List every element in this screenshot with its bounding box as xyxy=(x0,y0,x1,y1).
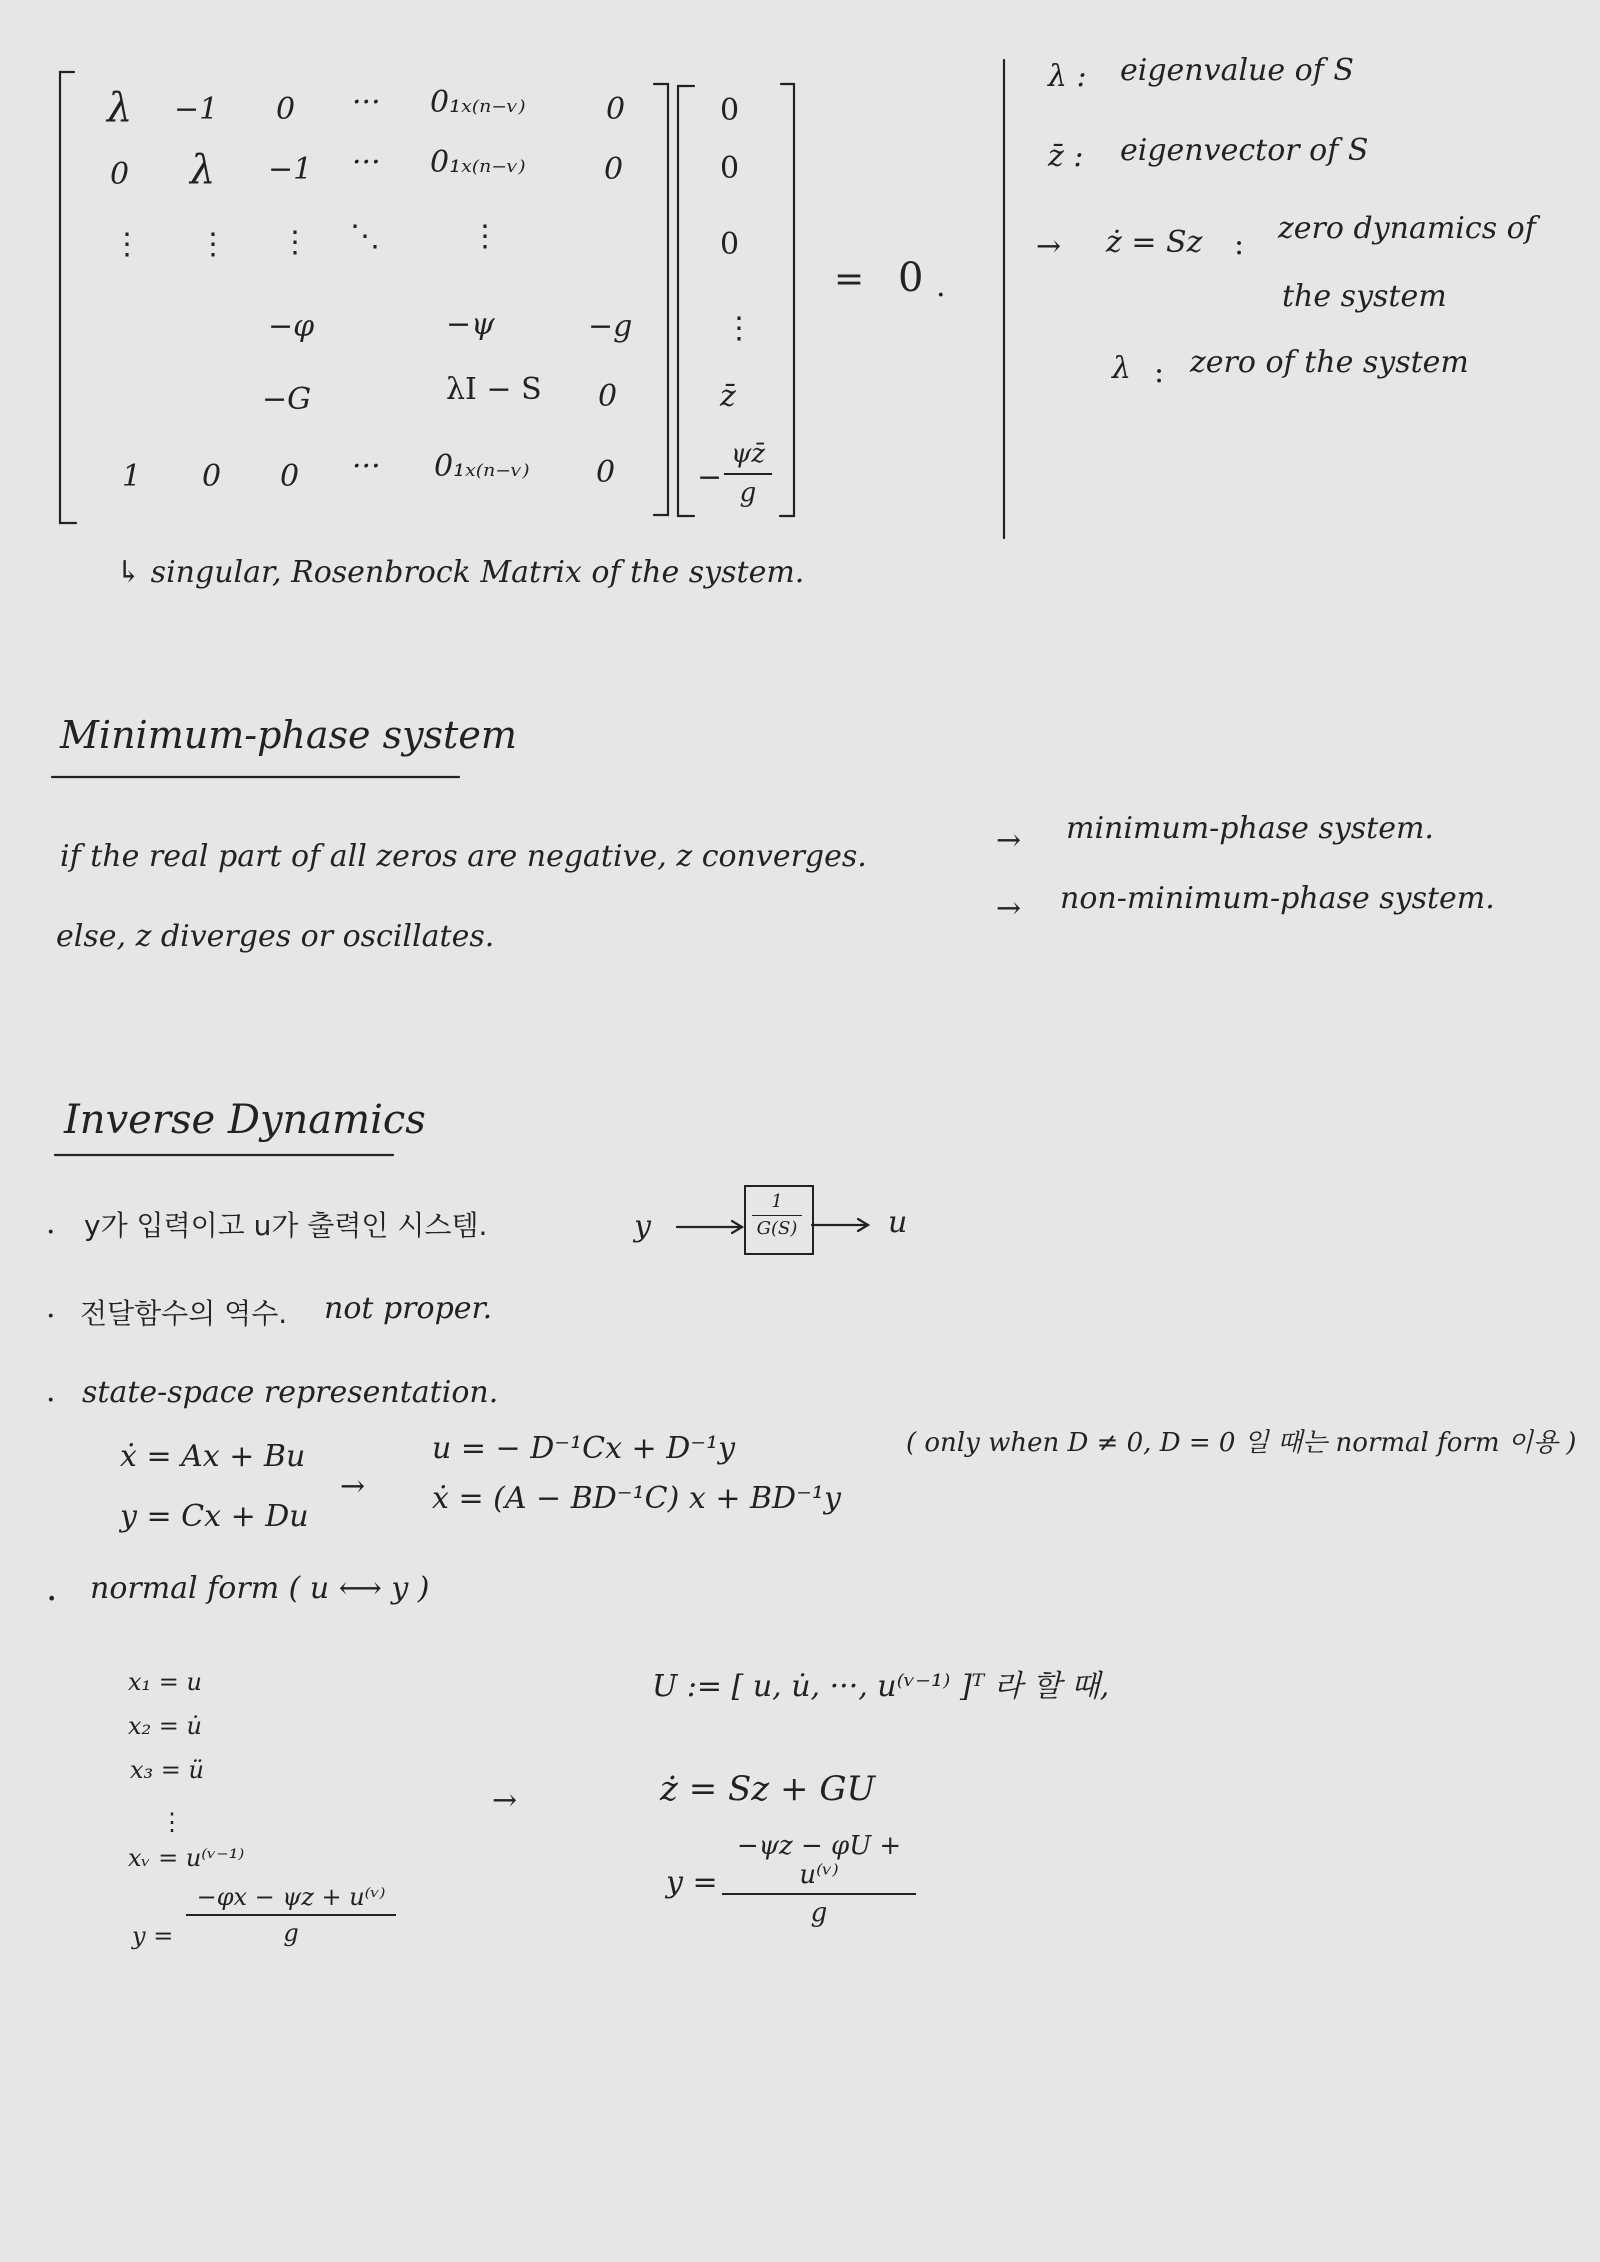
matrix-cell: ··· xyxy=(352,145,381,180)
bullet: · xyxy=(46,1383,56,1418)
section-title-inverse-dynamics: Inverse Dynamics xyxy=(64,1097,426,1143)
zero-dynamics-text-2: the system xyxy=(1282,279,1447,314)
vector-fraction-num: ψz̄ xyxy=(730,439,766,469)
matrix-cell: −1 xyxy=(174,92,219,127)
U-definition: U := [ u, u̇, ···, u⁽ᵛ⁻¹⁾ ]ᵀ 라 할 때, xyxy=(652,1669,1110,1704)
block-input: y xyxy=(634,1209,651,1244)
vector-fraction xyxy=(724,440,772,507)
matrix-cell: ··· xyxy=(352,85,381,120)
fraction-bar xyxy=(186,1914,396,1916)
matrix-cell: 1 xyxy=(122,459,142,494)
output-lhs: y = xyxy=(666,1865,718,1900)
matrix-cell: 0 xyxy=(202,459,222,494)
implies-arrow: → xyxy=(996,891,1022,926)
lambda-definition: eigenvalue of S xyxy=(1120,53,1354,88)
output-num: −ψz − φU + u⁽ᵛ⁾ xyxy=(736,1831,902,1890)
inverse-bullet-2: 전달함수의 역수. xyxy=(80,1297,288,1330)
inverse-state-equation: ẋ = (A − BD⁻¹C) x + BD⁻¹y xyxy=(432,1481,841,1516)
non-min-phase-result: non-minimum-phase system. xyxy=(1060,881,1495,916)
implies-arrow: → xyxy=(492,1783,518,1818)
lambda-zero-text: zero of the system xyxy=(1190,345,1469,380)
vector-entry: 0 xyxy=(720,151,740,186)
state-equation: ẋ = Ax + Bu xyxy=(120,1439,306,1474)
implies-arrow: → xyxy=(996,823,1022,858)
matrix-cell: −G xyxy=(262,382,312,417)
matrix-cell: −ψ xyxy=(446,307,495,342)
normal-form-y-lhs: y = xyxy=(132,1922,174,1950)
matrix-cell: ⋮ xyxy=(112,227,142,262)
zero-dynamics-equation: ż = Sz xyxy=(1106,225,1203,260)
min-phase-else: else, z diverges or oscillates. xyxy=(56,919,495,954)
matrix-cell: 0 xyxy=(598,379,618,414)
normal-form-y-num: −φx − ψz + u⁽ᵛ⁾ xyxy=(196,1883,386,1911)
normal-form-y-den: g xyxy=(283,1919,299,1948)
zero-dynamics-text: zero dynamics of xyxy=(1278,211,1536,246)
normal-form-state: x₂ = u̇ xyxy=(128,1712,202,1740)
zero-rhs: 0 xyxy=(898,255,924,301)
lambda-label: λ : xyxy=(1048,59,1087,94)
zero-rhs-dot: . xyxy=(936,269,946,304)
colon: : xyxy=(1154,355,1165,390)
not-proper: not proper. xyxy=(324,1291,493,1326)
matrix-cell: 0₁ₓ₍ₙ₋ᵥ₎ xyxy=(430,145,526,180)
invertibility-note: ( only when D ≠ 0, D = 0 일 때는 normal form 이용 ) xyxy=(906,1428,1577,1458)
output-den: g xyxy=(810,1898,828,1929)
fraction-bar xyxy=(752,1215,802,1216)
normal-form-state: x₁ = u xyxy=(128,1668,202,1696)
block-output: u xyxy=(888,1205,908,1240)
bullet: · xyxy=(46,1215,56,1250)
matrix-cell: ⋮ xyxy=(198,227,228,262)
matrix-cell: ⋮ xyxy=(470,219,500,254)
bullet: · xyxy=(46,1299,56,1334)
min-phase-condition: if the real part of all zeros are negative, z converges. xyxy=(60,839,867,874)
min-phase-result: minimum-phase system. xyxy=(1066,811,1434,846)
transfer-den: G(S) xyxy=(756,1217,798,1239)
matrix-cell: 0 xyxy=(604,152,624,187)
normal-form-state: xᵥ = u⁽ᵛ⁻¹⁾ xyxy=(128,1844,245,1872)
matrix-cell: λ xyxy=(107,85,133,131)
normal-form-ellipsis: ⋮ xyxy=(160,1808,184,1836)
normal-form-state: x₃ = ü xyxy=(130,1756,204,1784)
output-fraction xyxy=(722,1832,916,1928)
zero-dynamics-input-equation: ż = Sz + GU xyxy=(660,1769,876,1809)
matrix-cell: 0 xyxy=(606,92,626,127)
fraction-bar xyxy=(724,473,772,475)
bullet: · xyxy=(46,1579,58,1620)
matrix-cell: ··· xyxy=(352,449,381,484)
inverse-bullet-4: normal form ( u ⟷ y ) xyxy=(90,1571,430,1606)
inverse-input-equation: u = − D⁻¹Cx + D⁻¹y xyxy=(432,1431,736,1466)
matrix-cell: 0 xyxy=(596,455,616,490)
vector-entry: ⋮ xyxy=(724,311,754,346)
vector-fraction-den: g xyxy=(739,477,757,508)
inverse-bullet-1: y가 입력이고 u가 출력인 시스템. xyxy=(84,1209,488,1242)
matrix-cell: 0 xyxy=(110,157,130,192)
colon: : xyxy=(1234,227,1245,262)
inverse-bullet-3: state-space representation. xyxy=(82,1375,499,1410)
zbar-label: z̄ : xyxy=(1048,139,1084,174)
matrix-cell: λI − S xyxy=(446,372,542,407)
transfer-fraction xyxy=(746,1192,808,1239)
transfer-num: 1 xyxy=(771,1191,783,1212)
section-title-minimum-phase: Minimum-phase system xyxy=(60,713,517,757)
matrix-cell: −1 xyxy=(268,152,313,187)
matrix-cell: −φ xyxy=(268,309,315,344)
zbar-definition: eigenvector of S xyxy=(1120,133,1369,168)
vector-entry: 0 xyxy=(720,227,740,262)
vector-entry: 0 xyxy=(720,93,740,128)
matrix-cell: −g xyxy=(588,309,633,344)
matrix-cell: λ xyxy=(190,147,216,193)
normal-form-y-fraction xyxy=(186,1884,396,1947)
vector-entry: z̄ xyxy=(720,379,736,414)
fraction-bar xyxy=(722,1893,916,1895)
implies-arrow: → xyxy=(1036,229,1062,264)
matrix-cell: 0₁ₓ₍ₙ₋ᵥ₎ xyxy=(430,85,526,120)
matrix-cell: 0 xyxy=(280,459,300,494)
matrix-cell: ⋱ xyxy=(350,219,380,254)
matrix-cell: 0₁ₓ₍ₙ₋ᵥ₎ xyxy=(434,449,530,484)
matrix-cell: 0 xyxy=(276,92,296,127)
vector-entry: − xyxy=(697,460,723,495)
implies-arrow: → xyxy=(340,1469,366,1504)
lambda-zero-label: λ xyxy=(1112,351,1132,386)
equals-sign: = xyxy=(834,259,865,300)
rosenbrock-note: ↳ singular, Rosenbrock Matrix of the system. xyxy=(116,555,805,590)
matrix-cell: ⋮ xyxy=(280,225,310,260)
output-equation: y = Cx + Du xyxy=(120,1499,309,1534)
